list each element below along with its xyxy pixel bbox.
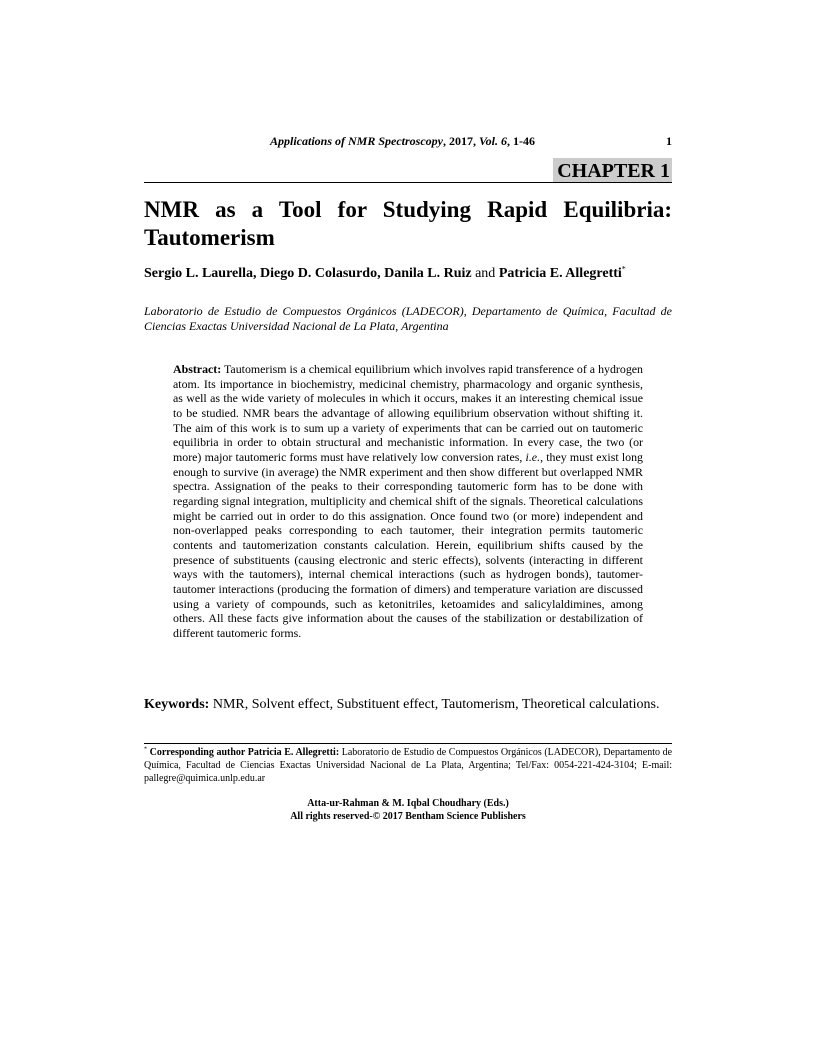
keywords-text: NMR, Solvent effect, Substituent effect, Tautomerism, Theoretical calculations.: [209, 697, 660, 712]
authors-names-1: Sergio L. Laurella, Diego D. Colasurdo, Danila L. Ruiz: [144, 266, 472, 281]
abstract: [173, 362, 643, 640]
journal-name: Applications of NMR Spectroscopy: [270, 134, 443, 148]
footnote-text: Laboratorio de Estudio de Compuestos Orgánicos (LADECOR), Departamento de Química, Facultad de Ciencias Exactas Universidad Nacional de La Plata, Argentina; Tel/Fax: 0054-221-424-3104; E-mail: pallegre@quimica.unlp.edu.ar: [144, 747, 673, 784]
journal-pages: , 1-46: [507, 134, 536, 148]
journal-volume: Vol. 6: [479, 134, 508, 148]
journal-citation: [270, 134, 535, 149]
editors-line: Atta-ur-Rahman & M. Iqbal Choudhary (Eds.): [307, 798, 509, 809]
editors-block: [144, 797, 672, 823]
chapter-label: CHAPTER 1: [553, 158, 672, 183]
copyright-line: All rights reserved-© 2017 Bentham Science Publishers: [290, 811, 526, 822]
authors-names-2: Patricia E. Allegretti: [498, 266, 622, 281]
affiliation: Laboratorio de Estudio de Compuestos Orgánicos (LADECOR), Departamento de Química, Facultad de Ciencias Exactas Universidad Nacional de La Plata, Argentina: [144, 304, 672, 333]
footnote-marker: *: [144, 746, 147, 753]
paper-title: NMR as a Tool for Studying Rapid Equilibria: Tautomerism: [144, 197, 672, 250]
abstract-ie: i.e.: [525, 449, 541, 464]
abstract-text-1: Tautomerism is a chemical equilibrium which involves rapid transference of a hydrogen atom. Its importance in biochemistry, medicinal chemistry, pharmacology and organic synthesis, as well as the wide variety of molecules in which it occurs, makes it an interesting chemical issue to be studied. NMR bears the advantage of allowing equilibrium observation without shifting it. The aim of this work is to sum up a variety of experiments that can be carried out on tautomeric equilibria in order to obtain structural and mechanistic information. In every case, the two (or more) major tautomeric forms must have relatively low conversion rates,: [173, 362, 643, 464]
footnote-divider: [144, 743, 672, 744]
footnote: [144, 746, 672, 785]
abstract-text-2: , they must exist long enough to survive (in average) the NMR experiment and then show different but overlapped NMR spectra. Assignation of the peaks to their corresponding tautomeric form has to be done with regarding signal integration, multiplicity and chemical shift of the signals. Theoretical calculations might be carried out in order to do this assignation. Once found two (or more) independent and non-overlapped peaks corresponding to each tautomer, their integration permits tautomeric contents and tautomerization constants calculation. Herein, equilibrium shifts caused by the presence of substituents (causing electronic and steric effects), solvents (interacting in different ways with the tautomers), internal chemical interactions (such as hydrogen bonds), tautomer-tautomer interactions (producing the formation of dimers) and temperature variation are discussed using a variety of compounds, such as ketonitriles, ketoamides and salicylaldimines, among others. All these facts give information about the causes of the stabilization or destabilization of different tautomeric forms.: [173, 449, 643, 640]
chapter-divider: [144, 182, 672, 183]
authors-conjunction: and: [471, 266, 499, 281]
author-list: [144, 264, 672, 283]
keywords: [144, 696, 672, 714]
footnote-label: Corresponding author Patricia E. Allegretti:: [147, 747, 340, 758]
page-number: 1: [666, 134, 672, 148]
abstract-label: Abstract:: [173, 362, 222, 376]
keywords-label: Keywords:: [144, 697, 210, 712]
journal-year: , 2017,: [443, 134, 479, 148]
corresponding-author-marker: *: [621, 264, 626, 274]
